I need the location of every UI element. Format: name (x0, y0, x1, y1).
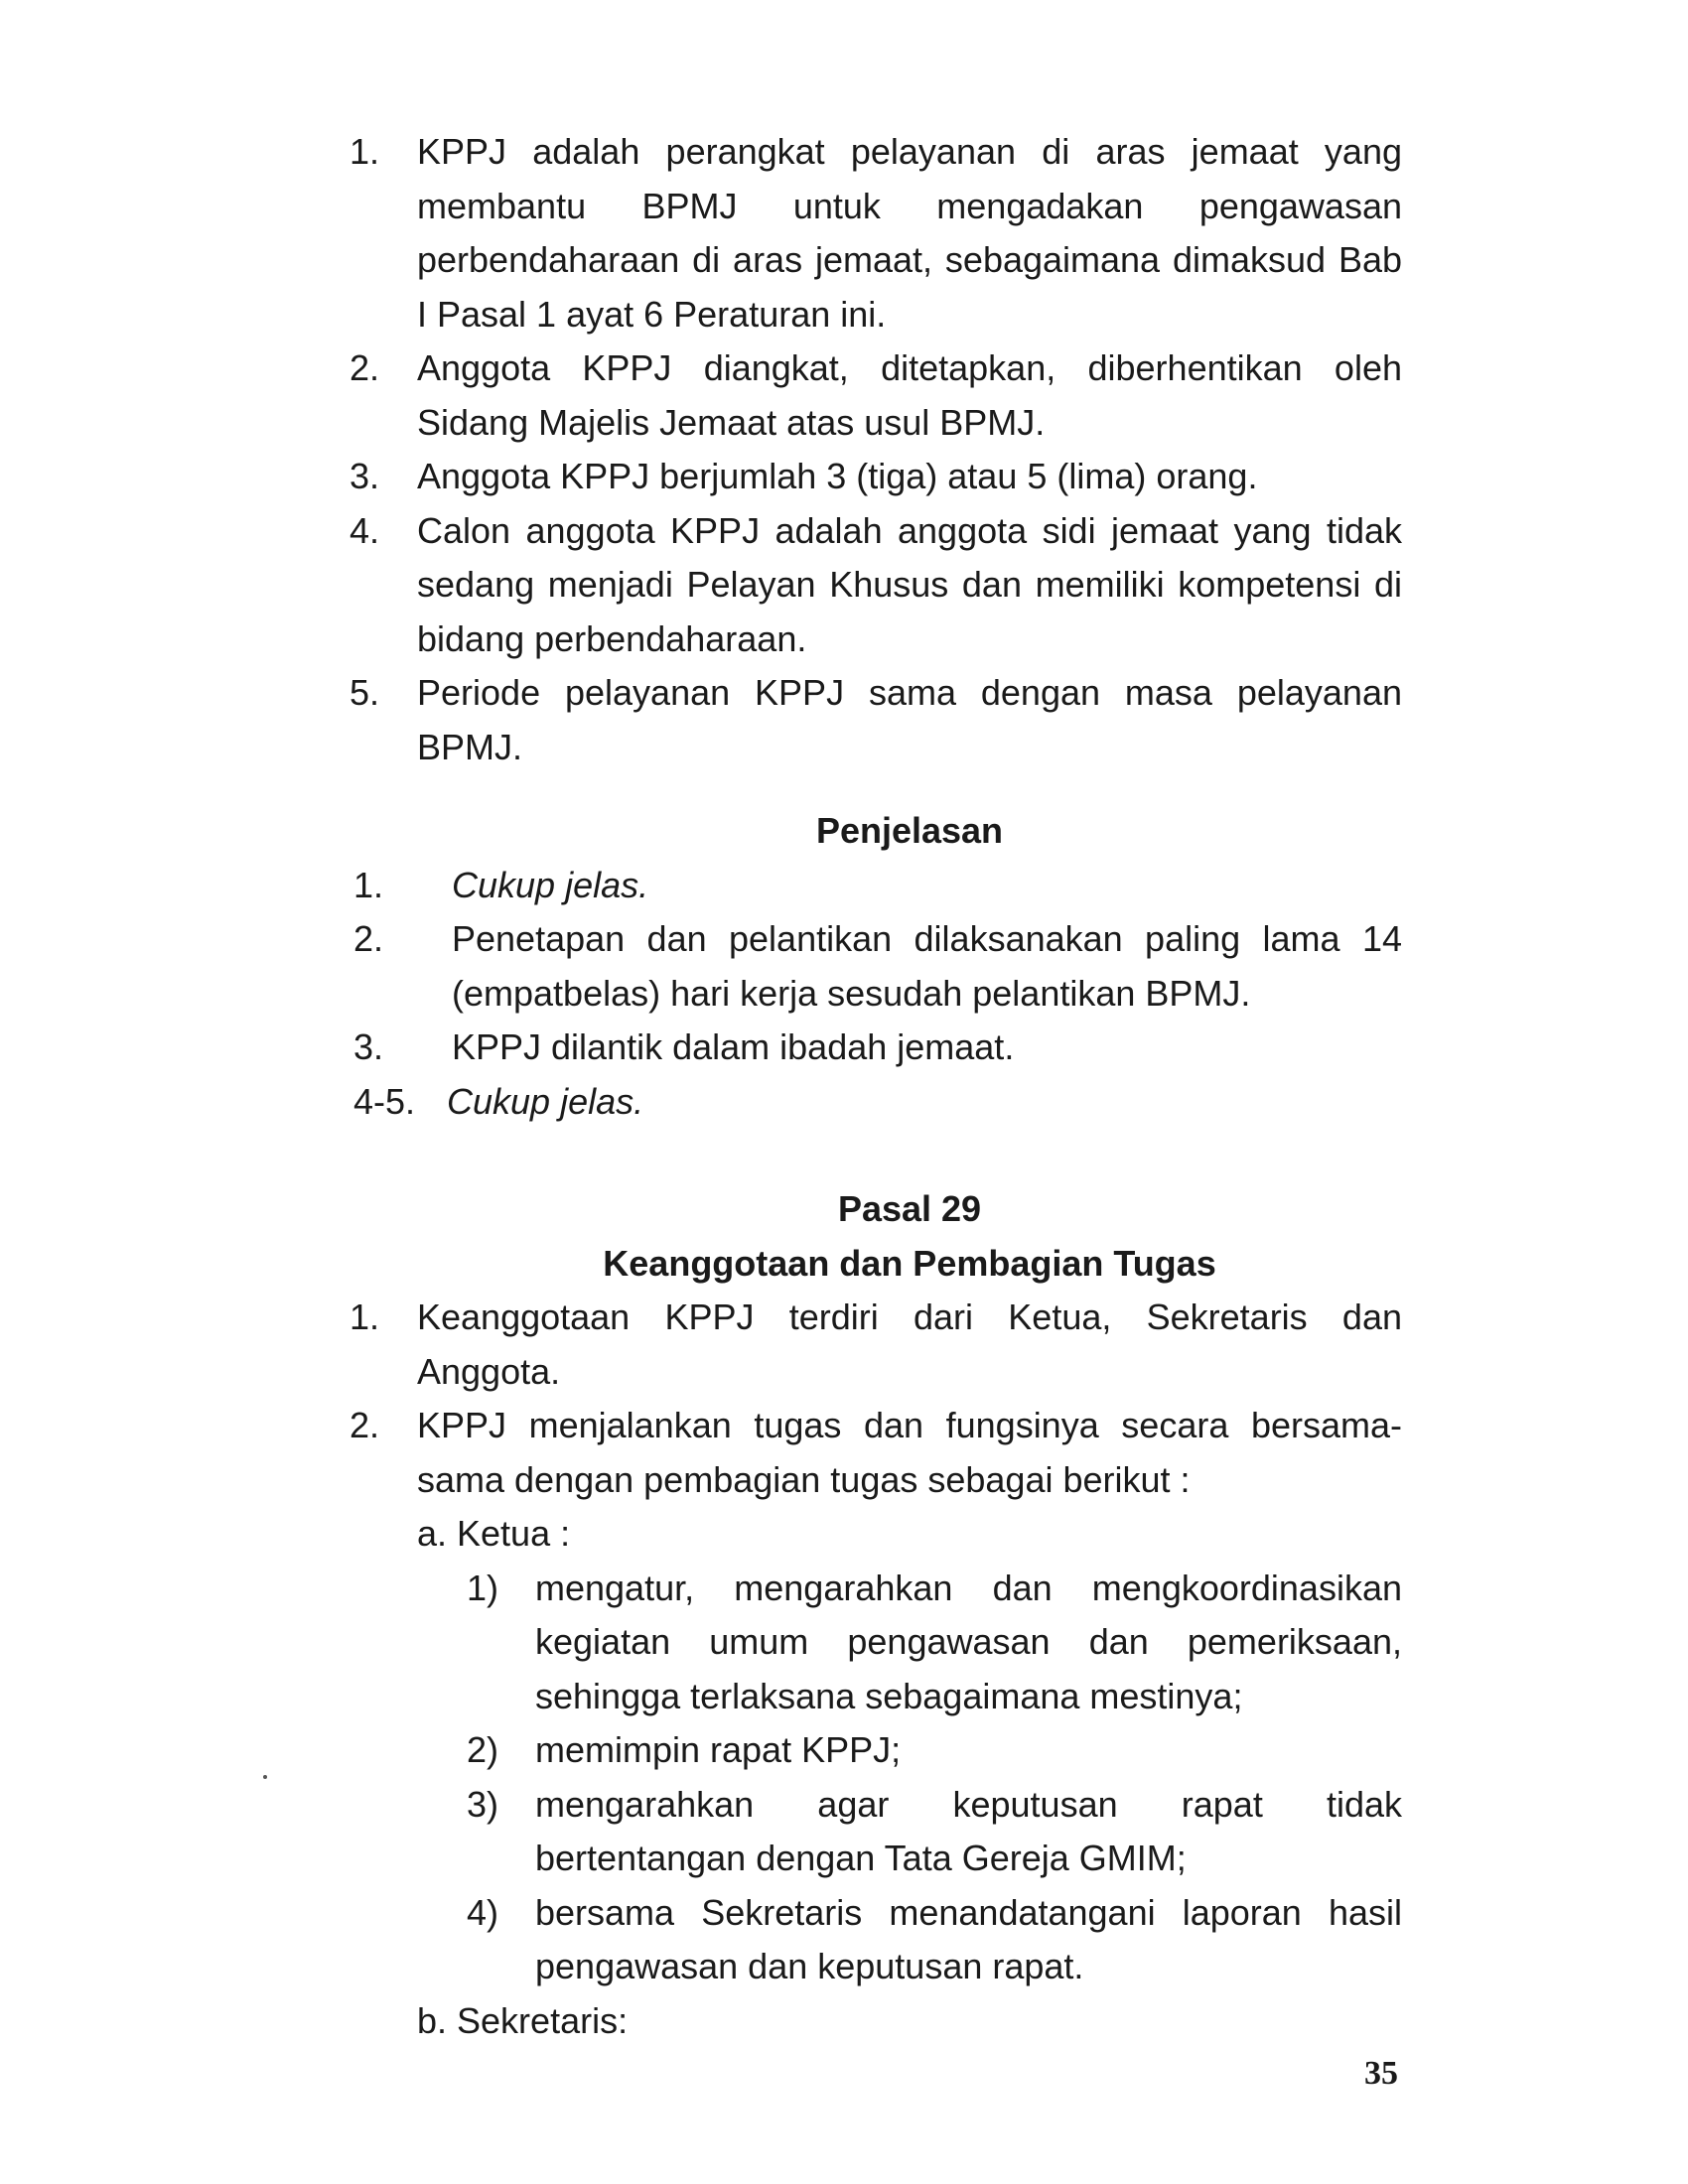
kppj-definition-list (350, 125, 1402, 774)
item-text: KPPJ dilantik dalam ibadah jemaat. (452, 1026, 1015, 1067)
list-item (350, 1291, 1402, 1399)
item-number: 1. (353, 864, 384, 905)
item-text: Cukup jelas. (452, 864, 649, 905)
sekretaris-label: b. Sekretaris: (417, 1999, 629, 2041)
item-number: 4. (350, 509, 380, 551)
item-number: 5. (350, 672, 380, 713)
item-text: KPPJ adalah perangkat pelayanan di aras jemaat yang membantu BPMJ untuk mengadakan pengawasan perbendaharaan di aras jemaat, sebagaimana dimaksud Bab I Pasal 1 ayat 6 Peraturan ini. (417, 131, 1402, 335)
item-number: 1) (467, 1567, 499, 1608)
list-item (350, 1723, 1402, 1778)
ketua-label: a. Ketua : (417, 1513, 571, 1554)
item-text: Anggota KPPJ diangkat, ditetapkan, diberhentikan oleh Sidang Majelis Jemaat atas usul BPMJ. (417, 347, 1402, 443)
list-item (350, 341, 1402, 450)
list-item (350, 1562, 1402, 1724)
list-item (350, 1886, 1402, 1994)
item-text: bersama Sekretaris menandatangani laporan hasil pengawasan dan keputusan rapat. (535, 1891, 1402, 1986)
list-item (350, 1021, 1402, 1075)
item-text: mengatur, mengarahkan dan mengkoordinasikan kegiatan umum pengawasan dan pemeriksaan, sehingga terlaksana sebagaimana mestinya; (535, 1567, 1402, 1716)
list-item (350, 1075, 1402, 1130)
page-number: 35 (1364, 2055, 1398, 2092)
item-number: 1. (350, 131, 380, 172)
list-item (350, 450, 1402, 504)
item-text: Penetapan dan pelantikan dilaksanakan paling lama 14 (empatbelas) hari kerja sesudah pelantikan BPMJ. (452, 918, 1402, 1014)
list-item (350, 1399, 1402, 1507)
list-item (350, 859, 1402, 913)
pasal-subheading: Keanggotaan dan Pembagian Tugas (603, 1242, 1216, 1284)
list-item (350, 1778, 1402, 1886)
penjelasan-list (350, 859, 1402, 1130)
item-number: 4-5. (353, 1080, 416, 1122)
item-text: Keanggotaan KPPJ terdiri dari Ketua, Sekretaris dan Anggota. (417, 1297, 1402, 1392)
page-content (350, 125, 1402, 2048)
item-number: 3. (353, 1026, 384, 1067)
item-number: 2. (353, 918, 384, 959)
item-number: 3. (350, 456, 380, 496)
item-number: 2) (467, 1729, 499, 1770)
list-item (350, 912, 1402, 1021)
item-text: Periode pelayanan KPPJ sama dengan masa pelayanan BPMJ. (417, 672, 1402, 767)
item-text: mengarahkan agar keputusan rapat tidak bertentangan dengan Tata Gereja GMIM; (535, 1783, 1402, 1878)
item-text: Cukup jelas. (447, 1080, 644, 1122)
item-number: 1. (350, 1297, 380, 1337)
list-item (350, 666, 1402, 774)
item-text: memimpin rapat KPPJ; (535, 1729, 902, 1770)
list-item (350, 125, 1402, 341)
pasal-heading: Pasal 29 (837, 1188, 982, 1229)
item-number: 2. (350, 1405, 380, 1445)
item-text: KPPJ menjalankan tugas dan fungsinya secara bersama-sama dengan pembagian tugas sebagai berikut : (417, 1405, 1402, 1500)
ketua-duties-list (350, 1562, 1402, 1994)
penjelasan-heading: Penjelasan (815, 810, 1004, 851)
item-number: 4) (467, 1891, 499, 1933)
list-item (350, 504, 1402, 667)
item-text: Calon anggota KPPJ adalah anggota sidi jemaat yang tidak sedang menjadi Pelayan Khusus dan memiliki kompetensi di bidang perbendaharaan. (417, 509, 1402, 659)
item-number: 2. (350, 347, 380, 388)
item-number: 3) (467, 1783, 499, 1825)
pasal-29-list (350, 1291, 1402, 1507)
scan-speck (263, 1775, 267, 1779)
item-text: Anggota KPPJ berjumlah 3 (tiga) atau 5 (lima) orang. (417, 456, 1258, 496)
